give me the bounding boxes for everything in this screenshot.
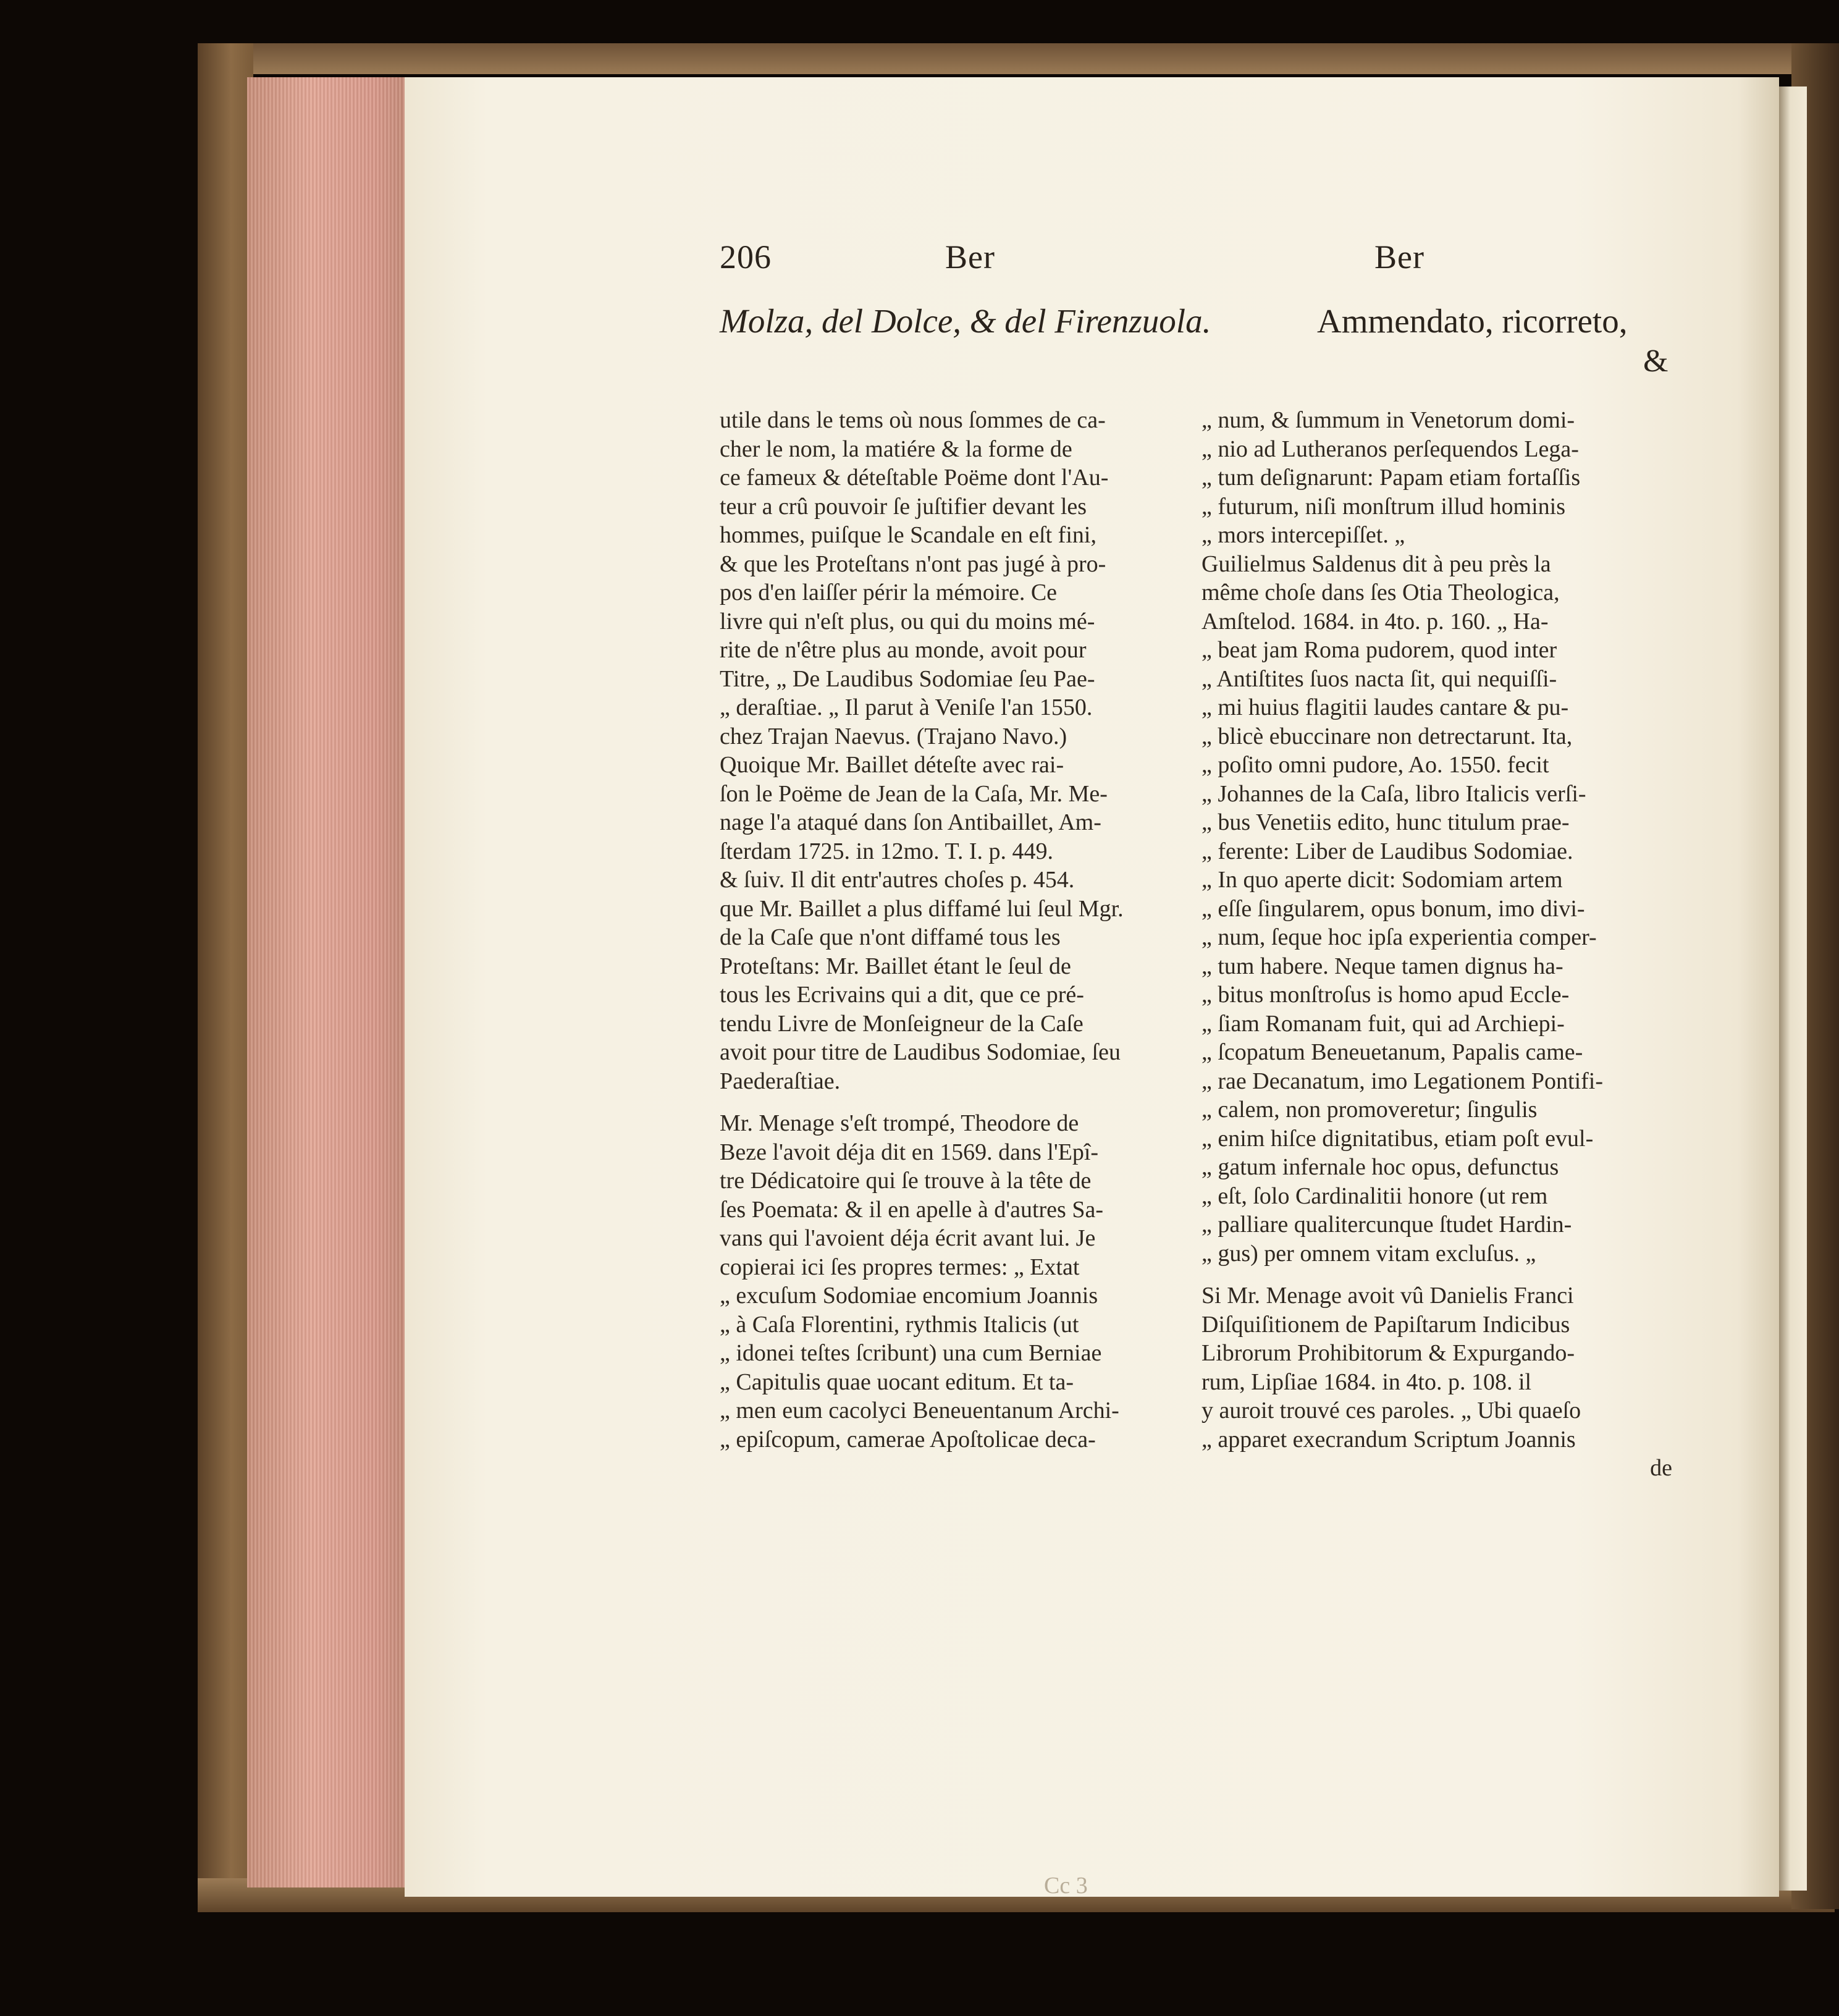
running-head-right: Ber [1374, 238, 1424, 276]
text-line: „ mi huius flagitii laudes cantare & pu- [1201, 694, 1569, 720]
text-line: „ eſt, ſolo Cardinalitii honore (ut rem [1201, 1183, 1548, 1209]
text-line: „ In quo aperte dicit: Sodomiam artem [1201, 867, 1563, 893]
title-ampersand: & [1643, 344, 1669, 379]
text-line: „ deraſtiae. „ Il parut à Veniſe l'an 1550. [720, 694, 1093, 720]
left-text-column [720, 406, 1195, 1454]
text-line: Proteſtans: Mr. Baillet étant le ſeul de [720, 953, 1071, 979]
text-line: hommes, puiſque le Scandale en eſt fini, [720, 522, 1096, 548]
right-text-column [1201, 406, 1672, 1483]
text-line: „ bitus monſtroſus is homo apud Eccle- [1201, 982, 1570, 1008]
text-line: „ futurum, niſi monſtrum illud hominis [1201, 493, 1565, 520]
text-line: Titre, „ De Laudibus Sodomiae ſeu Pae- [720, 665, 1095, 692]
text-line: „ palliare qualitercunque ſtudet Hardin- [1201, 1212, 1572, 1238]
text-line: „ ſiam Romanam fuit, qui ad Archiepi- [1201, 1010, 1565, 1037]
text-line: „ gatum infernale hoc opus, defunctus [1201, 1154, 1559, 1180]
text-line: „ rae Decanatum, imo Legationem Pontifi- [1201, 1068, 1603, 1094]
text-line: „ bus Venetiis edito, hunc titulum prae- [1201, 809, 1570, 835]
text-line: „ blicè ebuccinare non detrectarunt. Ita, [1201, 723, 1573, 749]
page-number: 206 [720, 238, 772, 276]
text-line: „ idonei teſtes ſcribunt) una cum Berniae [720, 1340, 1102, 1366]
text-line: „ apparet execrandum Scriptum Joannis [1201, 1426, 1576, 1453]
text-line: de la Caſe que n'ont diffamé tous les [720, 924, 1061, 950]
text-line: nage l'a ataqué dans ſon Antibaillet, Am- [720, 809, 1101, 835]
text-line: rum, Lipſiae 1684. in 4to. p. 108. il [1201, 1369, 1532, 1395]
paragraph-gap [720, 1095, 1195, 1109]
text-line: „ tum habere. Neque tamen dignus ha- [1201, 953, 1563, 979]
text-line: vans qui l'avoient déja écrit avant lui. Je [720, 1225, 1096, 1251]
text-line: „ eſſe ſingularem, opus bonum, imo divi- [1201, 895, 1585, 922]
paragraph-gap [1201, 1268, 1672, 1281]
text-line: Librorum Prohibitorum & Expurgando- [1201, 1340, 1575, 1366]
text-line: & que les Proteſtans n'ont pas jugé à pro- [720, 550, 1106, 577]
text-line: ſon le Poëme de Jean de la Caſa, Mr. Me- [720, 780, 1108, 807]
text-line: pos d'en laiſſer périr la mémoire. Ce [720, 580, 1058, 605]
text-line: que Mr. Baillet a plus diffamé lui ſeul Mgr. [720, 895, 1124, 922]
text-line: Amſtelod. 1684. in 4to. p. 160. „ Ha- [1201, 608, 1549, 635]
page-edges-red-speckled [247, 77, 406, 1887]
text-line: „ gus) per omnem vitam excluſus. „ [1201, 1240, 1536, 1267]
text-line: livre qui n'eſt plus, ou qui du moins mé- [720, 608, 1095, 635]
title-line-left: Molza, del Dolce, & del Firenzuola. [720, 302, 1211, 340]
text-line: „ enim hiſce dignitatibus, etiam poſt evul- [1201, 1125, 1594, 1152]
text-line: „ epiſcopum, camerae Apoſtolicae deca- [720, 1426, 1096, 1453]
running-head-left: Ber [945, 238, 995, 276]
facing-page-edge [1779, 86, 1807, 1891]
text-line: „ mors intercepiſſet. „ [1201, 522, 1405, 548]
text-line: „ tum deſignarunt: Papam etiam fortaſſis [1201, 465, 1581, 491]
text-line: „ ferente: Liber de Laudibus Sodomiae. [1201, 838, 1573, 864]
text-line: ce fameux & déteſtable Poëme dont l'Au- [720, 465, 1109, 491]
book-cover-top-edge [198, 43, 1835, 74]
text-line: teur a crû pouvoir ſe juſtifier devant les [720, 493, 1087, 520]
book-cover-spine-edge [198, 43, 253, 1909]
text-line: „ à Caſa Florentini, rythmis Italicis (ut [720, 1311, 1079, 1338]
text-line: „ poſito omni pudore, Ao. 1550. fecit [1201, 752, 1549, 778]
text-line: & ſuiv. Il dit entr'autres choſes p. 454. [720, 867, 1075, 893]
text-line: Guilielmus Saldenus dit à peu près la [1201, 550, 1551, 577]
text-line: Beze l'avoit déja dit en 1569. dans l'Epî- [720, 1139, 1099, 1165]
text-line: „ beat jam Roma pudorem, quod inter [1201, 637, 1557, 663]
text-line: même choſe dans ſes Otia Theologica, [1201, 580, 1560, 605]
text-line: „ men eum cacolyci Beneuentanum Archi- [720, 1398, 1119, 1423]
text-line: „ calem, non promoveretur; ſingulis [1201, 1097, 1538, 1123]
text-line: ſterdam 1725. in 12mo. T. I. p. 449. [720, 838, 1054, 864]
text-line: utile dans le tems où nous ſommes de ca- [720, 407, 1106, 433]
title-line-right: Ammendato, ricorreto, [1317, 302, 1628, 340]
text-line: „ num, ſeque hoc ipſa experientia comper- [1201, 924, 1597, 950]
bleed-through-signature: Cc 3 [1044, 1873, 1088, 1899]
text-line: tous les Ecrivains qui a dit, que ce pré- [720, 982, 1084, 1008]
text-line: rite de n'être plus au monde, avoit pour [720, 637, 1087, 663]
text-line: Diſquiſitionem de Papiſtarum Indicibus [1201, 1311, 1570, 1338]
text-line: copierai ici ſes propres termes: „ Extat [720, 1254, 1080, 1280]
text-line: „ excuſum Sodomiae encomium Joannis [720, 1283, 1098, 1309]
text-line: Si Mr. Menage avoit vû Danielis Franci [1201, 1283, 1574, 1309]
text-line: tendu Livre de Monſeigneur de la Caſe [720, 1010, 1084, 1037]
text-line: cher le nom, la matiére & la forme de [720, 436, 1072, 462]
text-line: chez Trajan Naevus. (Trajano Navo.) [720, 723, 1067, 749]
text-line: „ num, & ſummum in Venetorum domi- [1201, 407, 1575, 433]
text-line: „ Antiſtites ſuos nacta ſit, qui nequiſſi- [1201, 665, 1557, 692]
text-line: Mr. Menage s'eſt trompé, Theodore de [720, 1110, 1079, 1136]
text-line: „ nio ad Lutheranos perſequendos Lega- [1201, 436, 1579, 462]
text-line: ſes Poemata: & il en apelle à d'autres Sa- [720, 1196, 1103, 1223]
text-line: de [1650, 1455, 1672, 1481]
text-line: Quoique Mr. Baillet déteſte avec rai- [720, 752, 1064, 778]
text-line: Paederaſtiae. [720, 1068, 841, 1094]
text-line: y auroit trouvé ces paroles. „ Ubi quaeſo [1201, 1398, 1581, 1423]
text-line: „ ſcopatum Beneuetanum, Papalis came- [1201, 1039, 1583, 1065]
text-line: „ Johannes de la Caſa, libro Italicis verſi- [1201, 780, 1586, 807]
text-line: tre Dédicatoire qui ſe trouve à la tête de [720, 1168, 1092, 1194]
text-line: avoit pour titre de Laudibus Sodomiae, ſeu [720, 1039, 1121, 1065]
text-line: „ Capitulis quae uocant editum. Et ta- [720, 1369, 1074, 1395]
